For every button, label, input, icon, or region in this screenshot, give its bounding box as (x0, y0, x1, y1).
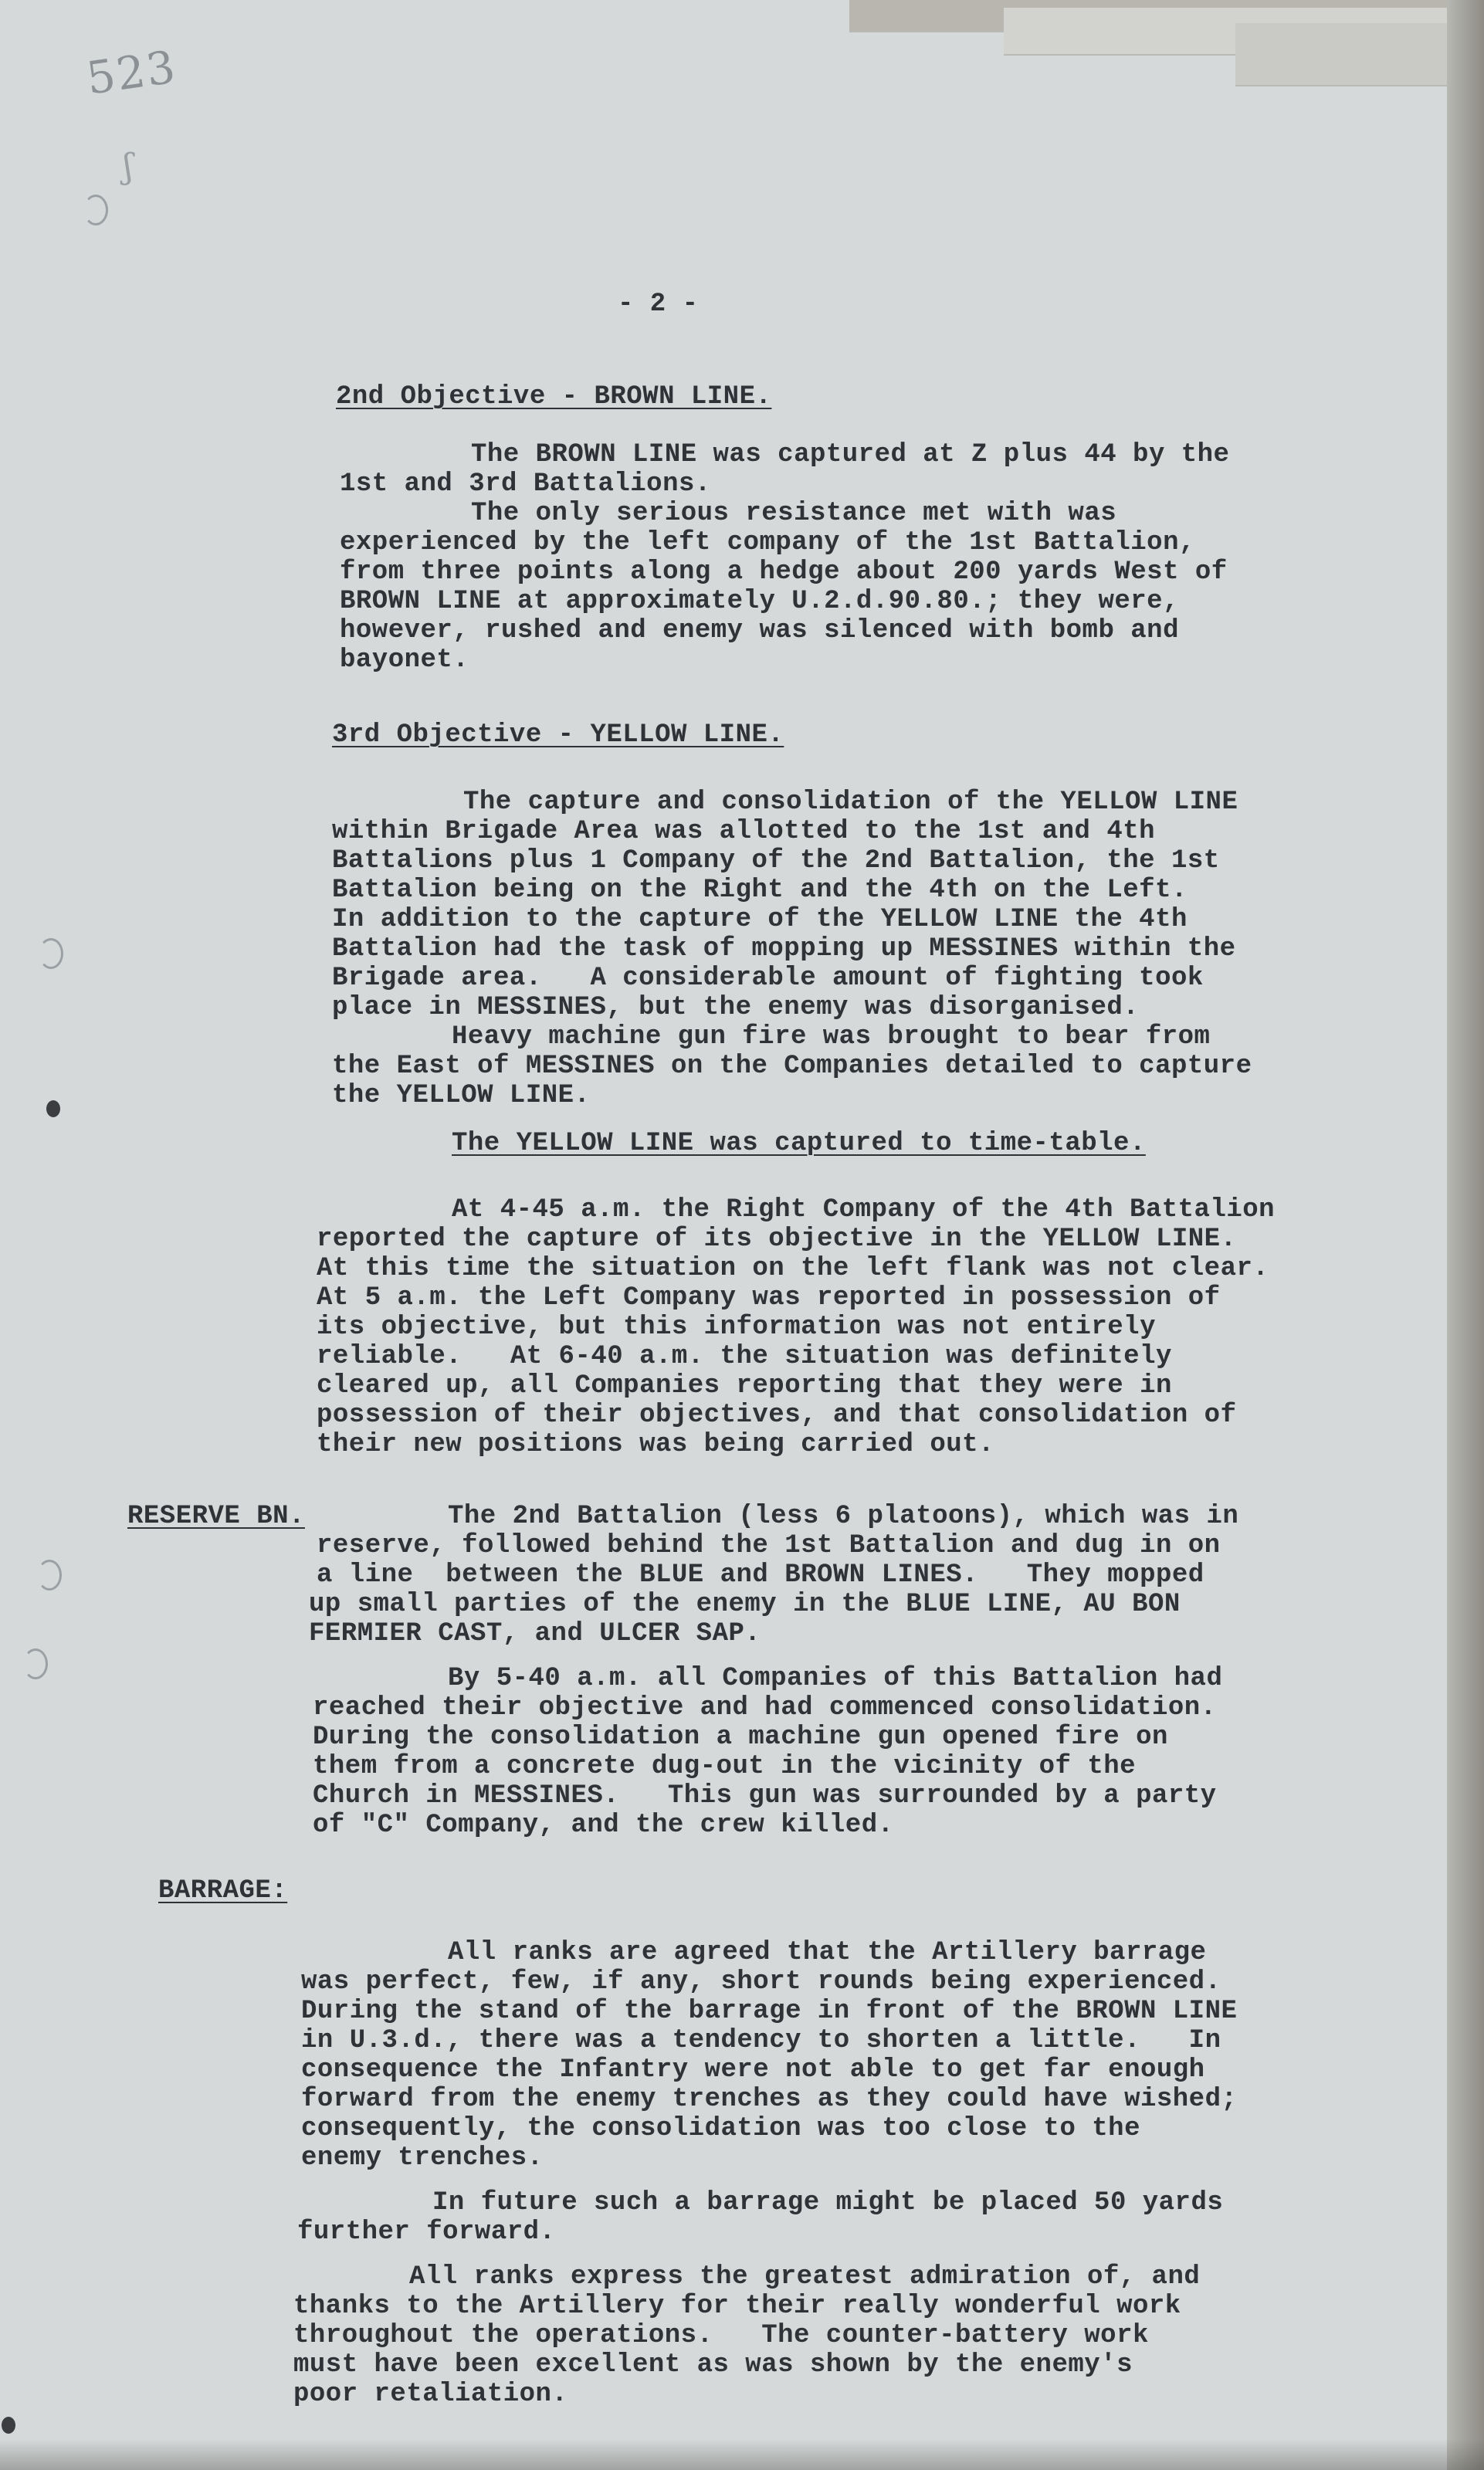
punch-hole (23, 1648, 48, 1679)
text-line: within Brigade Area was allotted to the 1st and 4th (332, 817, 1156, 846)
page-bottom-shadow (0, 2439, 1484, 2470)
section-heading-brown-line: 2nd Objective - BROWN LINE. (336, 382, 772, 412)
text-line: was perfect, few, if any, short rounds being experienced. (301, 1967, 1221, 1997)
punch-hole (83, 195, 108, 225)
text-line: The capture and consolidation of the YELLOW LINE (463, 788, 1238, 817)
text-line: however, rushed and enemy was silenced with bomb and (340, 616, 1179, 645)
text-line: Battalion being on the Right and the 4th on the Left. (332, 876, 1188, 905)
text-line: the YELLOW LINE. (332, 1081, 591, 1110)
text-line: of "C" Company, and the crew killed. (313, 1811, 894, 1840)
punch-hole (2, 2417, 15, 2434)
punch-hole (46, 1100, 60, 1117)
section-heading-barrage: BARRAGE: (158, 1876, 288, 1906)
text-line: Battalions plus 1 Company of the 2nd Battalion, the 1st (332, 846, 1220, 876)
text-line: Heavy machine gun fire was brought to bear from (452, 1022, 1211, 1052)
section-heading-yellow-line: 3rd Objective - YELLOW LINE. (332, 720, 784, 750)
section-heading-reserve-bn: RESERVE BN. (127, 1502, 305, 1531)
text-line: FERMIER CAST, and ULCER SAP. (309, 1619, 761, 1648)
text-line-underlined: The YELLOW LINE was captured to time-table. (452, 1129, 1146, 1158)
text-line: Church in MESSINES. This gun was surrounded by a party (313, 1781, 1217, 1811)
text-line: place in MESSINES, but the enemy was disorganised. (332, 993, 1140, 1022)
text-line: possession of their objectives, and that consolidation of (317, 1401, 1237, 1430)
text-line: Battalion had the task of mopping up MESSINES within the (332, 934, 1236, 964)
page-number: - 2 - (618, 290, 699, 319)
text-line: Brigade area. A considerable amount of fighting took (332, 964, 1204, 993)
text-line: them from a concrete dug-out in the vicinity of the (313, 1752, 1137, 1781)
text-line: from three points along a hedge about 200 yards West of (340, 557, 1228, 587)
text-line: must have been excellent as was shown by the enemy's (293, 2350, 1133, 2380)
text-line: The only serious resistance met with was (471, 499, 1117, 528)
text-line: All ranks are agreed that the Artillery barrage (448, 1938, 1207, 1967)
text-line: forward from the enemy trenches as they could have wished; (301, 2085, 1238, 2114)
text-line: experienced by the left company of the 1st Battalion, (340, 528, 1195, 557)
text-line: All ranks express the greatest admiration of, and (409, 2262, 1201, 2292)
pencil-folio-number: 523 (83, 40, 180, 105)
text-line: In addition to the capture of the YELLOW LINE the 4th (332, 905, 1188, 934)
text-line: By 5-40 a.m. all Companies of this Battalion had (448, 1664, 1223, 1693)
pencil-mark: ʃ (124, 147, 133, 186)
text-line: thanks to the Artillery for their really wonderful work (293, 2292, 1181, 2321)
punch-hole (37, 1560, 62, 1591)
text-line: further forward. (297, 2218, 556, 2247)
text-line: in U.3.d., there was a tendency to shorten a little. In (301, 2026, 1221, 2055)
page-edge-shadow (1447, 0, 1484, 2470)
text-line: throughout the operations. The counter-battery work (293, 2321, 1149, 2350)
text-line: the East of MESSINES on the Companies detailed to capture (332, 1052, 1252, 1081)
text-line: BROWN LINE at approximately U.2.d.90.80.; they were, (340, 587, 1179, 616)
text-line: reported the capture of its objective in the YELLOW LINE. (317, 1225, 1237, 1254)
text-line: reserve, followed behind the 1st Battalion and dug in on (317, 1531, 1221, 1560)
text-line: cleared up, all Companies reporting that they were in (317, 1371, 1172, 1401)
text-line: 1st and 3rd Battalions. (340, 469, 711, 499)
text-line: The BROWN LINE was captured at Z plus 44 by the (471, 440, 1230, 469)
text-line: its objective, but this information was not entirely (317, 1313, 1156, 1342)
text-line: At 5 a.m. the Left Company was reported in possession of (317, 1283, 1221, 1313)
text-line: their new positions was being carried out. (317, 1430, 994, 1459)
text-line: up small parties of the enemy in the BLUE LINE, AU BON (309, 1590, 1181, 1619)
text-line: During the stand of the barrage in front of the BROWN LINE (301, 1997, 1238, 2026)
text-line: reliable. At 6-40 a.m. the situation was definitely (317, 1342, 1172, 1371)
text-line: poor retaliation. (293, 2380, 568, 2409)
text-line: At 4-45 a.m. the Right Company of the 4th Battalion (452, 1195, 1276, 1225)
text-line: At this time the situation on the left flank was not clear. (317, 1254, 1269, 1283)
text-line: The 2nd Battalion (less 6 platoons), which was in (448, 1502, 1239, 1531)
text-line: enemy trenches. (301, 2143, 544, 2173)
text-line: During the consolidation a machine gun opened fire on (313, 1723, 1168, 1752)
text-line: consequently, the consolidation was too close to the (301, 2114, 1140, 2143)
text-line: In future such a barrage might be placed 50 yards (432, 2188, 1224, 2218)
text-line: consequence the Infantry were not able to get far enough (301, 2055, 1205, 2085)
text-line: a line between the BLUE and BROWN LINES. They mopped (317, 1560, 1204, 1590)
text-line: reached their objective and had commenced consolidation. (313, 1693, 1217, 1723)
text-line: bayonet. (340, 645, 469, 675)
punch-hole (39, 938, 63, 969)
